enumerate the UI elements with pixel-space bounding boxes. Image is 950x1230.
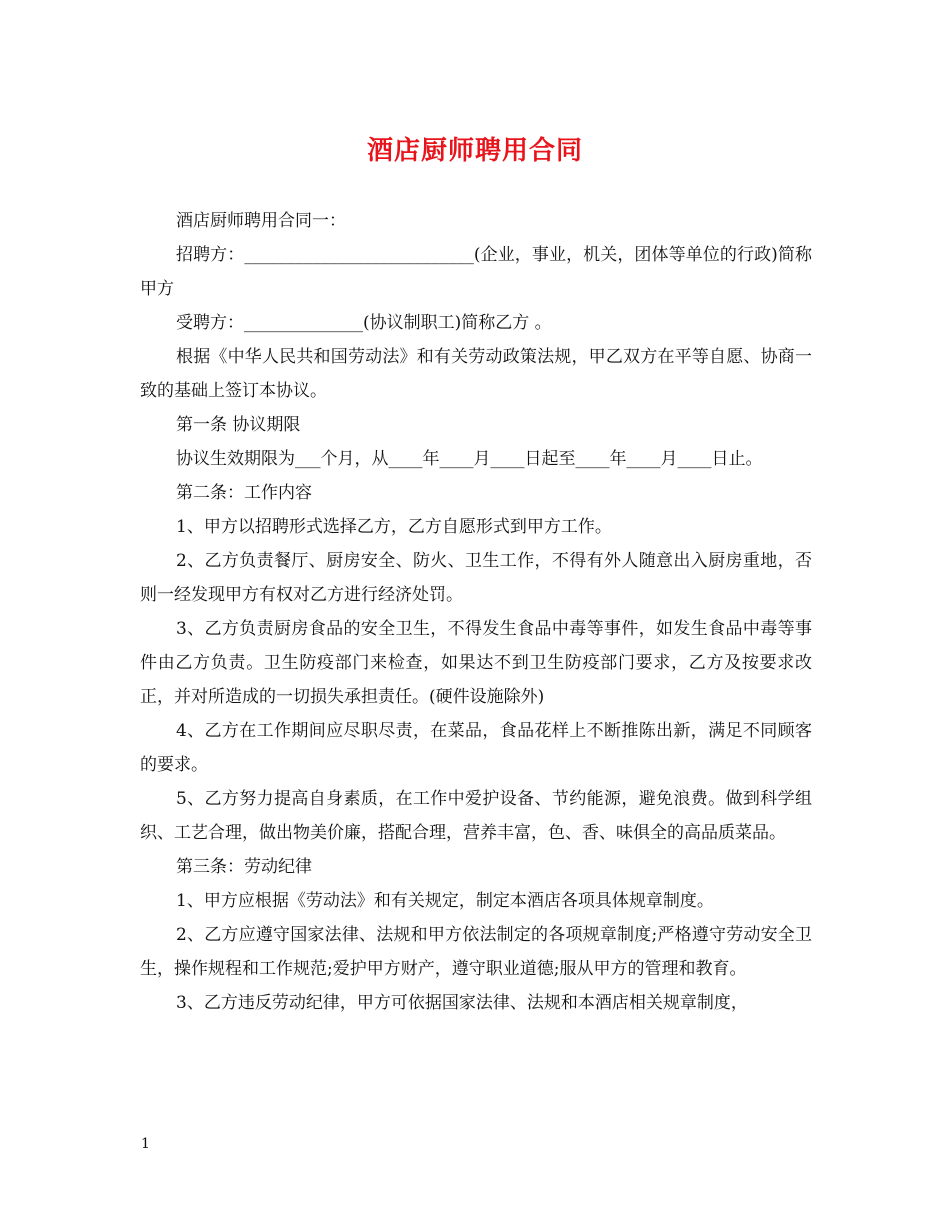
clause-2-5: 5、乙方努力提高自身素质，在工作中爱护设备、节约能源，避免浪费。做到科学组织、工艺合理，做出物美价廉，搭配合理，营养丰富，色、香、味俱全的高品质菜品。 — [140, 789, 812, 843]
paragraph-term: 协议生效期限为___个月，从____年____月____日起至____年____月____日止。 — [176, 449, 763, 469]
clause-2-2: 2、乙方负责餐厅、厨房安全、防火、卫生工作，不得有外人随意出入厨房重地，否则一经发现甲方有权对乙方进行经济处罚。 — [140, 551, 812, 605]
clause-2-4: 4、乙方在工作期间应尽职尽责，在菜品，食品花样上不断推陈出新，满足不同顾客的要求。 — [140, 721, 812, 775]
document-body — [140, 204, 812, 1020]
section-heading-3: 第三条：劳动纪律 — [176, 857, 312, 877]
paragraph-employee: 受聘方：______________(协议制职工)简称乙方 。 — [176, 313, 552, 333]
section-heading-1: 第一条 协议期限 — [176, 415, 301, 435]
clause-3-1: 1、甲方应根据《劳动法》和有关规定，制定本酒店各项具体规章制度。 — [176, 891, 714, 911]
clause-3-2: 2、乙方应遵守国家法律、法规和甲方依法制定的各项规章制度;严格遵守劳动安全卫生，操作规程和工作规范;爱护甲方财产，遵守职业道德;服从甲方的管理和教育。 — [140, 925, 812, 979]
clause-2-3: 3、乙方负责厨房食品的安全卫生，不得发生食品中毒等事件，如发生食品中毒等事件由乙方负责。卫生防疫部门来检查，如果达不到卫生防疫部门要求，乙方及按要求改正，并对所造成的一切损失承担责任。(硬件设施除外) — [140, 619, 812, 707]
document-title: 酒店厨师聘用合同 — [366, 136, 583, 166]
clause-3-3: 3、乙方违反劳动纪律，甲方可依据国家法律、法规和本酒店相关规章制度， — [176, 993, 748, 1013]
section-heading-2: 第二条：工作内容 — [176, 483, 312, 503]
paragraph-basis: 根据《中华人民共和国劳动法》和有关劳动政策法规，甲乙双方在平等自愿、协商一致的基础上签订本协议。 — [140, 347, 812, 401]
paragraph-intro: 酒店厨师聘用合同一： — [176, 211, 346, 231]
page-number: 1 — [141, 1136, 150, 1152]
paragraph-employer: 招聘方：___________________________(企业，事业，机关，团体等单位的行政)简称甲方 — [140, 245, 812, 299]
clause-2-1: 1、甲方以招聘形式选择乙方，乙方自愿形式到甲方工作。 — [176, 517, 612, 537]
